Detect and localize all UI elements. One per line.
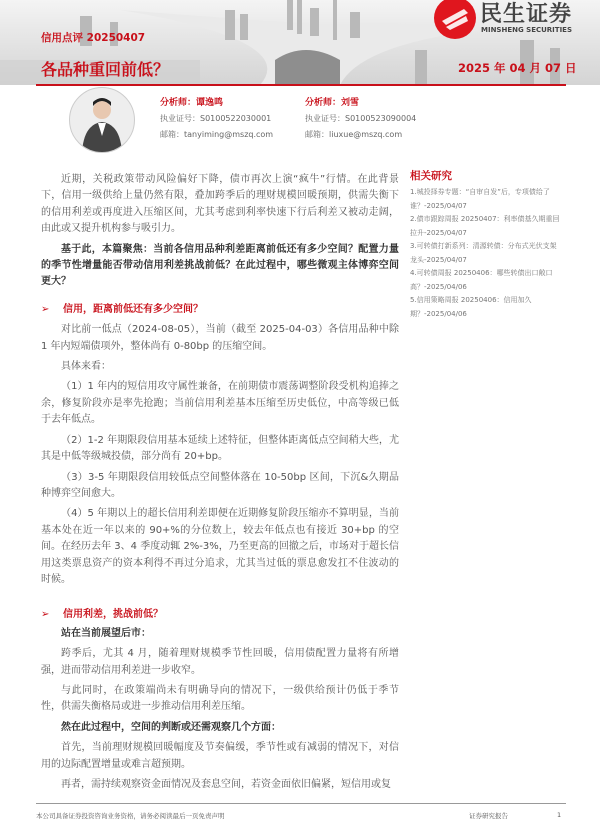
paragraph: 再者，需持续观察资金面情况及套息空间，若资金面依旧偏紧，短信用或复 [61,779,391,790]
logo-mark-icon [434,0,476,39]
analyst-2 [305,95,416,145]
arrow-bullet-icon: ➢ [41,303,50,315]
paragraph: 对比前一低点（2024-08-05），当前（截至 2025-04-03）各信用品种中除 1 年内短端债项外，整体尚有 0-80bp 的压缩空间。 [41,324,399,352]
analyst-email[interactable]: 邮箱：liuxue@mszq.com [305,130,403,139]
focus-paragraph: 基于此，本篇聚焦：当前各信用品种利差距离前低还有多少空间？配置力量的季节性增量能否带动信用利差挑战前低？在此过程中，哪些微观主体博弈空间更大？ [41,243,399,288]
subheading: 然在此过程中，空间的判断或还需观察几个方面： [61,721,281,733]
related-research-item[interactable]: 2.债市跟踪周报 20250407：利率债基久期重回拉升-2025/04/07 [410,215,560,237]
related-research-item[interactable]: 5.信用策略周报 20250406：信用加久期？-2025/04/06 [410,296,532,318]
analyst-name: 分析师：谭逸鸣 [160,98,224,108]
section-heading [41,302,399,318]
paragraph: 与此同时，在政策端尚未有明确导向的情况下，一级供给预计仍低于季节性，供需失衡格局或进一步推动信用利差压缩。 [41,684,399,713]
related-research [410,168,562,321]
paragraph: 具体来看： [61,361,111,373]
analyst-photo [69,87,135,153]
section-heading [41,607,399,623]
footer-disclaimer: 本公司具备证券投资咨询业务资格，请务必阅读最后一页免责声明 [36,812,225,821]
page-title: 各品种重回前低？ [41,60,170,79]
header-divider [36,84,566,86]
body-spacer [0,793,600,803]
report-body [41,172,399,793]
logo-text-en: MINSHENG SECURITIES [481,26,572,34]
footer-report-type: 证券研究报告 [469,812,508,821]
related-research-heading: 相关研究 [410,170,452,182]
analyst-cert: 执业证号：S0100523090004 [305,114,417,123]
related-research-item[interactable]: 3.可转债打新系列：清源转债：分布式光伏支架龙头-2025/04/07 [410,242,557,264]
analyst-cert: 执业证号：S0100522030001 [160,114,272,123]
section-heading-text: 信用，距离前低还有多少空间？ [63,303,203,315]
paragraph: （3）3-5 年期限段信用较低点空间整体落在 10-50bp 区间，下沉&久期品种博弈空间愈大。 [41,471,399,499]
arrow-bullet-icon: ➢ [41,609,50,621]
company-logo [434,0,584,41]
related-research-item[interactable]: 1.城投择券专题：“自审自发”后，专项债给了谁？-2025/04/07 [410,188,550,210]
paragraph: 首先，当前理财规模回暖幅度及节奏偏缓，季节性或有减弱的情况下，对信用的边际配置增量或难言超预期。 [41,742,399,770]
logo-text-cn: 民生证券 [480,2,573,27]
intro-paragraph: 近期，关税政策带动风险偏好下降，债市再次上演“疯牛”行情。在此背景下，信用一级供给上量仍然有限，叠加跨季后的理财规模回暖预期，供需失衡下的信用利差或再度进入压缩区间，尤其考虑到利率快速下行后利差又被动走阔，由此或又提升机构参与吸引力。 [41,174,399,235]
related-research-item[interactable]: 4.可转债周报 20250406：哪些转债出口敞口高？-2025/04/06 [410,269,553,291]
paragraph: 跨季后，尤其 4 月，随着理财规模季节性回暖，信用债配置力量将有所增强，进而带动信用利差进一步收窄。 [41,648,399,676]
analyst-email[interactable]: 邮箱：tanyiming@mszq.com [160,130,274,139]
paragraph: （1）1 年内的短信用攻守属性兼备，在前期债市震荡调整阶段受机构追捧之余，修复阶段亦是率先抢跑；当前信用利差基本压缩至历史低位，中高等级已低于去年低点。 [41,381,399,426]
analyst-1 [160,95,273,145]
page-number: 1 [557,811,562,820]
subheading: 站在当前展望后市： [61,627,151,639]
paragraph: （4）5 年期以上的超长信用利差即便在近期修复阶段压缩亦不算明显，当前基本处在近一年以来的 90+%的分位数上，较去年低点也有接近 30+bp 的空间。在经历去年 3、4 季度动辄 2%-3%，乃至更高的回撤之后，市场对于超长信用这类票息资产的资本利得不再过分追求，尤其当过低的票息愈发扛不住波动的时候。 [41,508,399,585]
report-tag: 信用点评 20250407 [41,32,146,44]
analyst-name: 分析师：刘雪 [305,98,360,108]
report-date: 2025 年 04 月 07 日 [458,61,577,75]
section-heading-text: 信用利差，挑战前低？ [63,609,163,621]
page-footer [0,803,600,821]
footer-divider [36,803,566,804]
paragraph: （2）1-2 年期限段信用基本延续上述特征，但整体距离低点空间稍大些，尤其是中低等级城投债，部分尚有 20+bp。 [41,434,399,463]
